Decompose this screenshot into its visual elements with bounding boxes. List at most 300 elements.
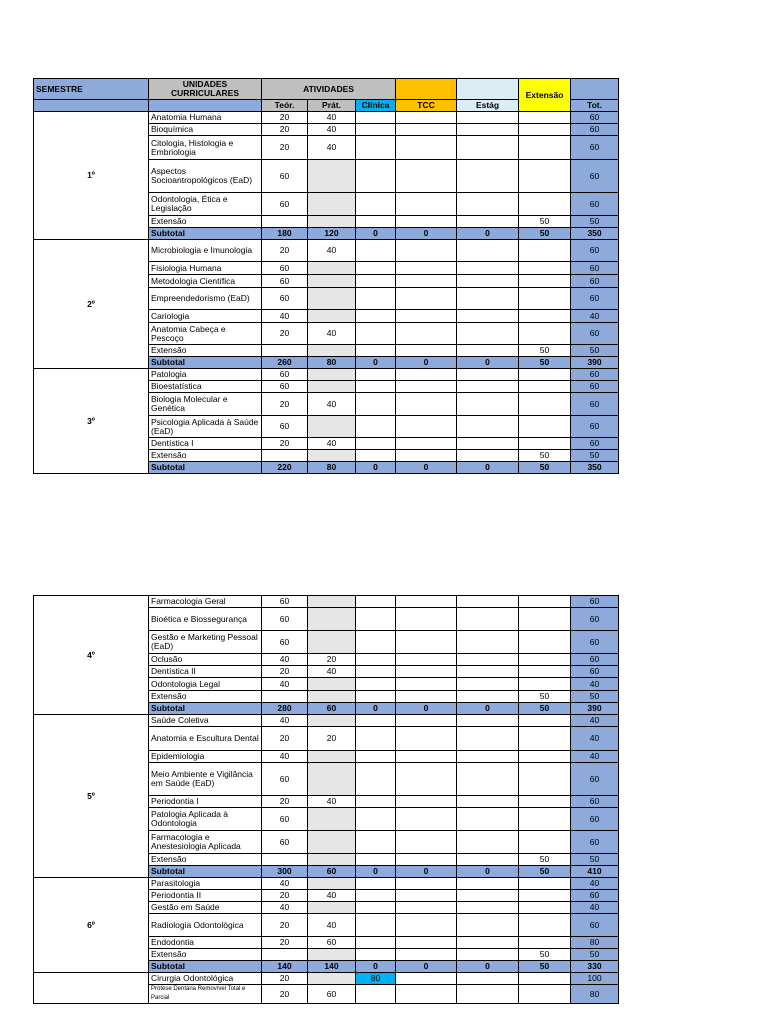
course-name: Dentística I bbox=[149, 438, 262, 450]
extensao-value bbox=[519, 193, 571, 216]
total-value: 50 bbox=[571, 216, 619, 228]
extensao-value bbox=[519, 914, 571, 937]
total-value: 50 bbox=[571, 854, 619, 866]
extensao-value bbox=[519, 381, 571, 393]
total-value: 50 bbox=[571, 450, 619, 462]
tcc-value bbox=[396, 631, 457, 654]
extensao-value bbox=[519, 878, 571, 890]
teor-value: 60 bbox=[262, 193, 308, 216]
total-value: 40 bbox=[571, 751, 619, 763]
clinica-value bbox=[356, 666, 396, 678]
estag-value bbox=[457, 160, 519, 193]
clinica-value bbox=[356, 831, 396, 854]
prat-value: 40 bbox=[308, 124, 356, 136]
total-value: 50 bbox=[571, 949, 619, 961]
header-tcc-color bbox=[396, 79, 457, 100]
subtotal-label: Subtotal bbox=[149, 866, 262, 878]
prat-value bbox=[308, 763, 356, 796]
teor-value: 20 bbox=[262, 438, 308, 450]
course-name: Extensão bbox=[149, 216, 262, 228]
extensao-value bbox=[519, 715, 571, 727]
prat-value bbox=[308, 715, 356, 727]
tcc-value bbox=[396, 323, 457, 345]
semester-label: 3º bbox=[34, 369, 149, 474]
estag-value bbox=[457, 240, 519, 262]
total-value: 60 bbox=[571, 763, 619, 796]
teor-value: 40 bbox=[262, 310, 308, 323]
tcc-value bbox=[396, 831, 457, 854]
extensao-value bbox=[519, 937, 571, 949]
tcc-value bbox=[396, 288, 457, 310]
estag-value bbox=[457, 878, 519, 890]
course-name: Radiologia Odontológica bbox=[149, 914, 262, 937]
extensao-value bbox=[519, 751, 571, 763]
course-name: Periodontia I bbox=[149, 796, 262, 808]
course-name: Saúde Coletiva bbox=[149, 715, 262, 727]
estag-value bbox=[457, 369, 519, 381]
subtotal-label: Subtotal bbox=[149, 462, 262, 474]
total-value: 40 bbox=[571, 878, 619, 890]
header-estag: Estág bbox=[457, 100, 519, 112]
course-name: Cirurgia Odontológica bbox=[149, 973, 262, 985]
clinica-value bbox=[356, 323, 396, 345]
teor-value bbox=[262, 949, 308, 961]
teor-value: 40 bbox=[262, 678, 308, 691]
extensao-value: 50 bbox=[519, 450, 571, 462]
prat-value bbox=[308, 160, 356, 193]
total-value: 80 bbox=[571, 937, 619, 949]
teor-value: 40 bbox=[262, 751, 308, 763]
course-name: Extensão bbox=[149, 345, 262, 357]
subtotal-ext: 50 bbox=[519, 357, 571, 369]
subtotal-tot: 390 bbox=[571, 357, 619, 369]
clinica-value bbox=[356, 381, 396, 393]
tcc-value bbox=[396, 949, 457, 961]
total-value: 60 bbox=[571, 240, 619, 262]
tcc-value bbox=[396, 751, 457, 763]
curriculum-table-1 bbox=[33, 78, 619, 474]
clinica-value bbox=[356, 240, 396, 262]
header-atividades: ATIVIDADES bbox=[262, 79, 396, 100]
tcc-value bbox=[396, 678, 457, 691]
teor-value: 40 bbox=[262, 654, 308, 666]
subtotal-teor: 180 bbox=[262, 228, 308, 240]
teor-value: 60 bbox=[262, 596, 308, 608]
header-estag-color bbox=[457, 79, 519, 100]
clinica-value bbox=[356, 727, 396, 751]
extensao-value bbox=[519, 240, 571, 262]
total-value: 60 bbox=[571, 914, 619, 937]
teor-value: 20 bbox=[262, 890, 308, 902]
prat-value bbox=[308, 631, 356, 654]
estag-value bbox=[457, 854, 519, 866]
semester-label bbox=[34, 973, 149, 1004]
prat-value: 40 bbox=[308, 393, 356, 416]
clinica-value bbox=[356, 596, 396, 608]
clinica-value bbox=[356, 691, 396, 703]
teor-value: 40 bbox=[262, 715, 308, 727]
subtotal-tot: 350 bbox=[571, 228, 619, 240]
clinica-value bbox=[356, 262, 396, 275]
estag-value bbox=[457, 381, 519, 393]
estag-value bbox=[457, 691, 519, 703]
tcc-value bbox=[396, 310, 457, 323]
estag-value bbox=[457, 715, 519, 727]
prat-value bbox=[308, 808, 356, 831]
total-value: 60 bbox=[571, 666, 619, 678]
extensao-value bbox=[519, 310, 571, 323]
course-name: Extensão bbox=[149, 949, 262, 961]
extensao-value: 50 bbox=[519, 216, 571, 228]
extensao-value bbox=[519, 288, 571, 310]
tcc-value bbox=[396, 438, 457, 450]
course-name: Gestão em Saúde bbox=[149, 902, 262, 914]
subtotal-tcc: 0 bbox=[396, 462, 457, 474]
table-row bbox=[34, 596, 619, 608]
prat-value bbox=[308, 596, 356, 608]
total-value: 60 bbox=[571, 381, 619, 393]
tcc-value bbox=[396, 160, 457, 193]
prat-value bbox=[308, 288, 356, 310]
subtotal-clin: 0 bbox=[356, 228, 396, 240]
teor-value: 60 bbox=[262, 831, 308, 854]
total-value: 60 bbox=[571, 323, 619, 345]
estag-value bbox=[457, 985, 519, 1004]
extensao-value bbox=[519, 631, 571, 654]
prat-value bbox=[308, 878, 356, 890]
prat-value bbox=[308, 216, 356, 228]
header-prat: Prát. bbox=[308, 100, 356, 112]
teor-value: 60 bbox=[262, 369, 308, 381]
total-value: 60 bbox=[571, 124, 619, 136]
clinica-value bbox=[356, 808, 396, 831]
extensao-value bbox=[519, 262, 571, 275]
course-name: Anatomia e Escultura Dental bbox=[149, 727, 262, 751]
estag-value bbox=[457, 973, 519, 985]
prat-value bbox=[308, 369, 356, 381]
prat-value bbox=[308, 193, 356, 216]
estag-value bbox=[457, 608, 519, 631]
total-value: 80 bbox=[571, 985, 619, 1004]
estag-value bbox=[457, 666, 519, 678]
subtotal-tot: 390 bbox=[571, 703, 619, 715]
course-name: Patologia bbox=[149, 369, 262, 381]
teor-value: 20 bbox=[262, 985, 308, 1004]
total-value: 60 bbox=[571, 596, 619, 608]
estag-value bbox=[457, 751, 519, 763]
course-name: Farmacologia Geral bbox=[149, 596, 262, 608]
clinica-value bbox=[356, 124, 396, 136]
table-row bbox=[34, 973, 619, 985]
teor-value: 60 bbox=[262, 416, 308, 438]
clinica-value bbox=[356, 450, 396, 462]
prat-value: 40 bbox=[308, 890, 356, 902]
subtotal-tot: 330 bbox=[571, 961, 619, 973]
extensao-value bbox=[519, 416, 571, 438]
prat-value bbox=[308, 949, 356, 961]
subtotal-estag: 0 bbox=[457, 703, 519, 715]
teor-value: 60 bbox=[262, 808, 308, 831]
total-value: 60 bbox=[571, 796, 619, 808]
extensao-value bbox=[519, 369, 571, 381]
clinica-value bbox=[356, 216, 396, 228]
header-blank-2 bbox=[149, 100, 262, 112]
clinica-value bbox=[356, 854, 396, 866]
extensao-value bbox=[519, 608, 571, 631]
subtotal-prat: 140 bbox=[308, 961, 356, 973]
extensao-value bbox=[519, 985, 571, 1004]
course-name: Parasitologia bbox=[149, 878, 262, 890]
estag-value bbox=[457, 890, 519, 902]
subtotal-prat: 80 bbox=[308, 357, 356, 369]
estag-value bbox=[457, 323, 519, 345]
total-value: 60 bbox=[571, 112, 619, 124]
total-value: 60 bbox=[571, 890, 619, 902]
prat-value bbox=[308, 902, 356, 914]
clinica-value bbox=[356, 751, 396, 763]
course-name: Aspectos Socioantropológicos (EaD) bbox=[149, 160, 262, 193]
subtotal-clin: 0 bbox=[356, 961, 396, 973]
estag-value bbox=[457, 914, 519, 937]
teor-value: 20 bbox=[262, 973, 308, 985]
course-name: Dentística II bbox=[149, 666, 262, 678]
header-clinica: Clínica bbox=[356, 100, 396, 112]
table-row bbox=[34, 240, 619, 262]
tcc-value bbox=[396, 136, 457, 160]
estag-value bbox=[457, 193, 519, 216]
extensao-value bbox=[519, 796, 571, 808]
course-name: Prótese Dentária Removível Total e Parcial bbox=[149, 985, 262, 1004]
total-value: 60 bbox=[571, 808, 619, 831]
extensao-value bbox=[519, 890, 571, 902]
prat-value: 40 bbox=[308, 796, 356, 808]
subtotal-tcc: 0 bbox=[396, 703, 457, 715]
extensao-value bbox=[519, 763, 571, 796]
tcc-value bbox=[396, 416, 457, 438]
subtotal-teor: 280 bbox=[262, 703, 308, 715]
teor-value: 20 bbox=[262, 136, 308, 160]
subtotal-estag: 0 bbox=[457, 961, 519, 973]
course-name: Gestão e Marketing Pessoal (EaD) bbox=[149, 631, 262, 654]
course-name: Bioética e Biossegurança bbox=[149, 608, 262, 631]
teor-value: 20 bbox=[262, 124, 308, 136]
subtotal-teor: 260 bbox=[262, 357, 308, 369]
total-value: 60 bbox=[571, 193, 619, 216]
semester-label: 4º bbox=[34, 596, 149, 715]
tcc-value bbox=[396, 275, 457, 288]
tcc-value bbox=[396, 854, 457, 866]
teor-value: 40 bbox=[262, 878, 308, 890]
tcc-value bbox=[396, 608, 457, 631]
prat-value bbox=[308, 381, 356, 393]
subtotal-estag: 0 bbox=[457, 228, 519, 240]
subtotal-ext: 50 bbox=[519, 703, 571, 715]
teor-value: 20 bbox=[262, 323, 308, 345]
clinica-value bbox=[356, 193, 396, 216]
estag-value bbox=[457, 937, 519, 949]
clinica-value bbox=[356, 654, 396, 666]
teor-value bbox=[262, 854, 308, 866]
extensao-value bbox=[519, 973, 571, 985]
course-name: Citologia, Histologia e Embriologia bbox=[149, 136, 262, 160]
clinica-value bbox=[356, 345, 396, 357]
estag-value bbox=[457, 654, 519, 666]
tcc-value bbox=[396, 715, 457, 727]
clinica-value bbox=[356, 275, 396, 288]
clinica-value bbox=[356, 310, 396, 323]
course-name: Metodologia Científica bbox=[149, 275, 262, 288]
course-name: Psicologia Aplicada à Saúde (EaD) bbox=[149, 416, 262, 438]
subtotal-teor: 220 bbox=[262, 462, 308, 474]
total-value: 100 bbox=[571, 973, 619, 985]
tcc-value bbox=[396, 666, 457, 678]
tcc-value bbox=[396, 902, 457, 914]
teor-value bbox=[262, 216, 308, 228]
course-name: Microbiologia e Imunologia bbox=[149, 240, 262, 262]
estag-value bbox=[457, 763, 519, 796]
teor-value: 60 bbox=[262, 381, 308, 393]
header-semestre: SEMESTRE bbox=[34, 79, 149, 100]
subtotal-prat: 60 bbox=[308, 703, 356, 715]
prat-value bbox=[308, 831, 356, 854]
extensao-value bbox=[519, 831, 571, 854]
clinica-value bbox=[356, 914, 396, 937]
clinica-value bbox=[356, 902, 396, 914]
teor-value: 20 bbox=[262, 240, 308, 262]
total-value: 40 bbox=[571, 678, 619, 691]
subtotal-prat: 60 bbox=[308, 866, 356, 878]
subtotal-clin: 0 bbox=[356, 866, 396, 878]
prat-value: 40 bbox=[308, 112, 356, 124]
subtotal-tcc: 0 bbox=[396, 866, 457, 878]
teor-value: 20 bbox=[262, 727, 308, 751]
estag-value bbox=[457, 345, 519, 357]
tcc-value bbox=[396, 369, 457, 381]
prat-value: 40 bbox=[308, 666, 356, 678]
extensao-value bbox=[519, 678, 571, 691]
clinica-value bbox=[356, 393, 396, 416]
estag-value bbox=[457, 416, 519, 438]
tcc-value bbox=[396, 124, 457, 136]
tcc-value bbox=[396, 973, 457, 985]
estag-value bbox=[457, 438, 519, 450]
prat-value bbox=[308, 691, 356, 703]
clinica-value bbox=[356, 678, 396, 691]
total-value: 60 bbox=[571, 608, 619, 631]
subtotal-ext: 50 bbox=[519, 462, 571, 474]
prat-value: 20 bbox=[308, 727, 356, 751]
estag-value bbox=[457, 216, 519, 228]
header-unidades: UNIDADES CURRICULARES bbox=[149, 79, 262, 100]
total-value: 60 bbox=[571, 160, 619, 193]
clinica-value bbox=[356, 369, 396, 381]
tcc-value bbox=[396, 985, 457, 1004]
teor-value: 60 bbox=[262, 631, 308, 654]
course-name: Extensão bbox=[149, 854, 262, 866]
course-name: Oclusão bbox=[149, 654, 262, 666]
estag-value bbox=[457, 831, 519, 854]
table-1-body bbox=[34, 112, 619, 474]
prat-value: 40 bbox=[308, 323, 356, 345]
course-name: Odontologia Legal bbox=[149, 678, 262, 691]
extensao-value: 50 bbox=[519, 345, 571, 357]
estag-value bbox=[457, 796, 519, 808]
subtotal-estag: 0 bbox=[457, 462, 519, 474]
clinica-value bbox=[356, 136, 396, 160]
tcc-value bbox=[396, 262, 457, 275]
extensao-value: 50 bbox=[519, 949, 571, 961]
table-row bbox=[34, 369, 619, 381]
subtotal-tcc: 0 bbox=[396, 228, 457, 240]
teor-value: 60 bbox=[262, 262, 308, 275]
prat-value bbox=[308, 973, 356, 985]
teor-value bbox=[262, 345, 308, 357]
tcc-value bbox=[396, 654, 457, 666]
subtotal-tot: 410 bbox=[571, 866, 619, 878]
extensao-value bbox=[519, 275, 571, 288]
clinica-value bbox=[356, 416, 396, 438]
teor-value bbox=[262, 691, 308, 703]
subtotal-prat: 80 bbox=[308, 462, 356, 474]
total-value: 40 bbox=[571, 715, 619, 727]
total-value: 60 bbox=[571, 369, 619, 381]
tcc-value bbox=[396, 345, 457, 357]
teor-value: 60 bbox=[262, 160, 308, 193]
table-row bbox=[34, 878, 619, 890]
semester-label: 1º bbox=[34, 112, 149, 240]
estag-value bbox=[457, 808, 519, 831]
extensao-value bbox=[519, 438, 571, 450]
semester-label: 2º bbox=[34, 240, 149, 369]
teor-value: 60 bbox=[262, 608, 308, 631]
total-value: 60 bbox=[571, 275, 619, 288]
estag-value bbox=[457, 112, 519, 124]
total-value: 40 bbox=[571, 310, 619, 323]
total-value: 60 bbox=[571, 654, 619, 666]
header-extensao: Extensão bbox=[519, 79, 571, 112]
extensao-value bbox=[519, 160, 571, 193]
extensao-value bbox=[519, 808, 571, 831]
tcc-value bbox=[396, 691, 457, 703]
semester-label: 6º bbox=[34, 878, 149, 973]
subtotal-estag: 0 bbox=[457, 357, 519, 369]
clinica-value bbox=[356, 985, 396, 1004]
course-name: Odontologia, Ética e Legislação bbox=[149, 193, 262, 216]
course-name: Extensão bbox=[149, 450, 262, 462]
header-tcc: TCC bbox=[396, 100, 457, 112]
subtotal-tcc: 0 bbox=[396, 961, 457, 973]
table-row bbox=[34, 715, 619, 727]
tcc-value bbox=[396, 914, 457, 937]
curriculum-table-2 bbox=[33, 595, 619, 1004]
prat-value: 40 bbox=[308, 438, 356, 450]
course-name: Meio Ambiente e Vigilância em Saúde (EaD) bbox=[149, 763, 262, 796]
clinica-value bbox=[356, 937, 396, 949]
course-name: Empreendedorismo (EaD) bbox=[149, 288, 262, 310]
extensao-value bbox=[519, 654, 571, 666]
teor-value: 20 bbox=[262, 914, 308, 937]
clinica-value bbox=[356, 608, 396, 631]
subtotal-clin: 0 bbox=[356, 703, 396, 715]
estag-value bbox=[457, 262, 519, 275]
subtotal-teor: 300 bbox=[262, 866, 308, 878]
teor-value: 20 bbox=[262, 666, 308, 678]
tcc-value bbox=[396, 796, 457, 808]
prat-value bbox=[308, 751, 356, 763]
prat-value: 60 bbox=[308, 937, 356, 949]
clinica-value bbox=[356, 796, 396, 808]
prat-value: 40 bbox=[308, 240, 356, 262]
